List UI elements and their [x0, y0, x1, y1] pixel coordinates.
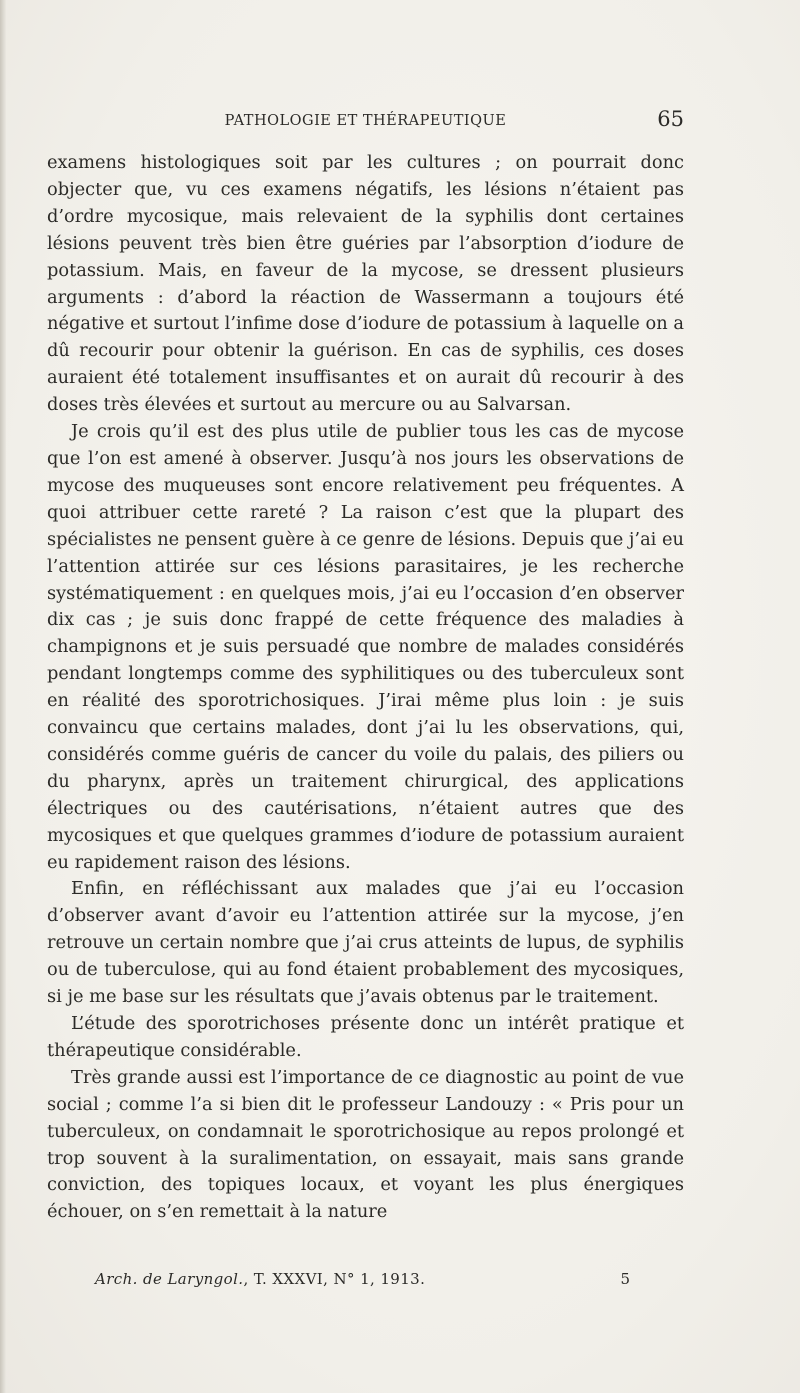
- paragraph: Enfin, en réfléchissant aux malades que j’ai eu l’occasion d’observer avant d’avoir eu l’attention attirée sur la mycose, j’en retrouve un certain nombre que j’ai crus atteints de lupus, de syphilis ou de tuberculose, qui au fond étaient probablement des mycosiques, si je me base sur les résultats que j’avais obtenus par le traitement.: [47, 878, 684, 1008]
- volume-issue: , T. XXXVI, N° 1, 1913.: [243, 1270, 426, 1288]
- paragraph: Très grande aussi est l’importance de ce diagnostic au point de vue social ; comme l’a si bien dit le professeur Landouzy : « Pris pour un tuberculeux, on condamnait le sporotrichosique au repos prolongé et trop souvent à la suralimentation, on essayait, mais sans grande conviction, des topiques locaux, et voyant les plus énergiques échouer, on s’en remettait à la nature: [47, 1066, 684, 1223]
- body-text: [47, 150, 684, 1226]
- page-footer: [95, 1270, 630, 1294]
- page-header: [47, 107, 684, 137]
- paragraph: Je crois qu’il est des plus utile de publier tous les cas de mycose que l’on est amené à observer. Jusqu’à nos jours les observations de mycose des muqueuses sont encore relativement peu fréquentes. A quoi attribuer cette rareté ? La raison c’est que la plupart des spécialistes ne pensent guère à ce genre de lésions. Depuis que j’ai eu l’attention attirée sur ces lésions parasitaires, je les recherche systématiquement : en quelques mois, j’ai eu l’occasion d’en observer dix cas ; je suis donc frappé de cette fréquence des maladies à champignons et je suis persuadé que nombre de malades considérés pendant longtemps comme des syphilitiques ou des tuberculeux sont en réalité des sporotrichosiques. J’irai même plus loin : je suis convaincu que certains malades, dont j’ai lu les observations, qui, considérés comme guéris de cancer du voile du palais, des piliers ou du pharynx, après un traitement chirurgical, des applications électriques ou des cautérisations, n’étaient autres que des mycosiques et que quelques grammes d’iodure de potassium auraient eu rapidement raison des lésions.: [47, 421, 684, 873]
- running-title: PATHOLOGIE ET THÉRAPEUTIQUE: [224, 113, 507, 129]
- journal-citation: [95, 1270, 425, 1288]
- paragraph: L’étude des sporotrichoses présente donc un intérêt pratique et thérapeutique considérable.: [47, 1013, 684, 1061]
- page-number: 65: [657, 107, 684, 131]
- page-binding-edge: [0, 0, 6, 1393]
- paragraph-continued: examens histologiques soit par les cultures ; on pourrait donc objecter que, vu ces examens négatifs, les lésions n’étaient pas d’ordre mycosique, mais relevaient de la syphilis dont certaines lésions peuvent très bien être guéries par l’absorption d’iodure de potassium. Mais, en faveur de la mycose, se dressent plusieurs arguments : d’abord la réaction de Wassermann a toujours été négative et surtout l’infime dose d’iodure de potassium à laquelle on a dû recourir pour obtenir la guérison. En cas de syphilis, ces doses auraient été totalement insuffisantes et on aurait dû recourir à des doses très élevées et surtout au mercure ou au Salvarsan.: [47, 152, 684, 416]
- signature-mark: 5: [620, 1270, 630, 1288]
- journal-name: Arch. de Laryngol.: [95, 1270, 244, 1288]
